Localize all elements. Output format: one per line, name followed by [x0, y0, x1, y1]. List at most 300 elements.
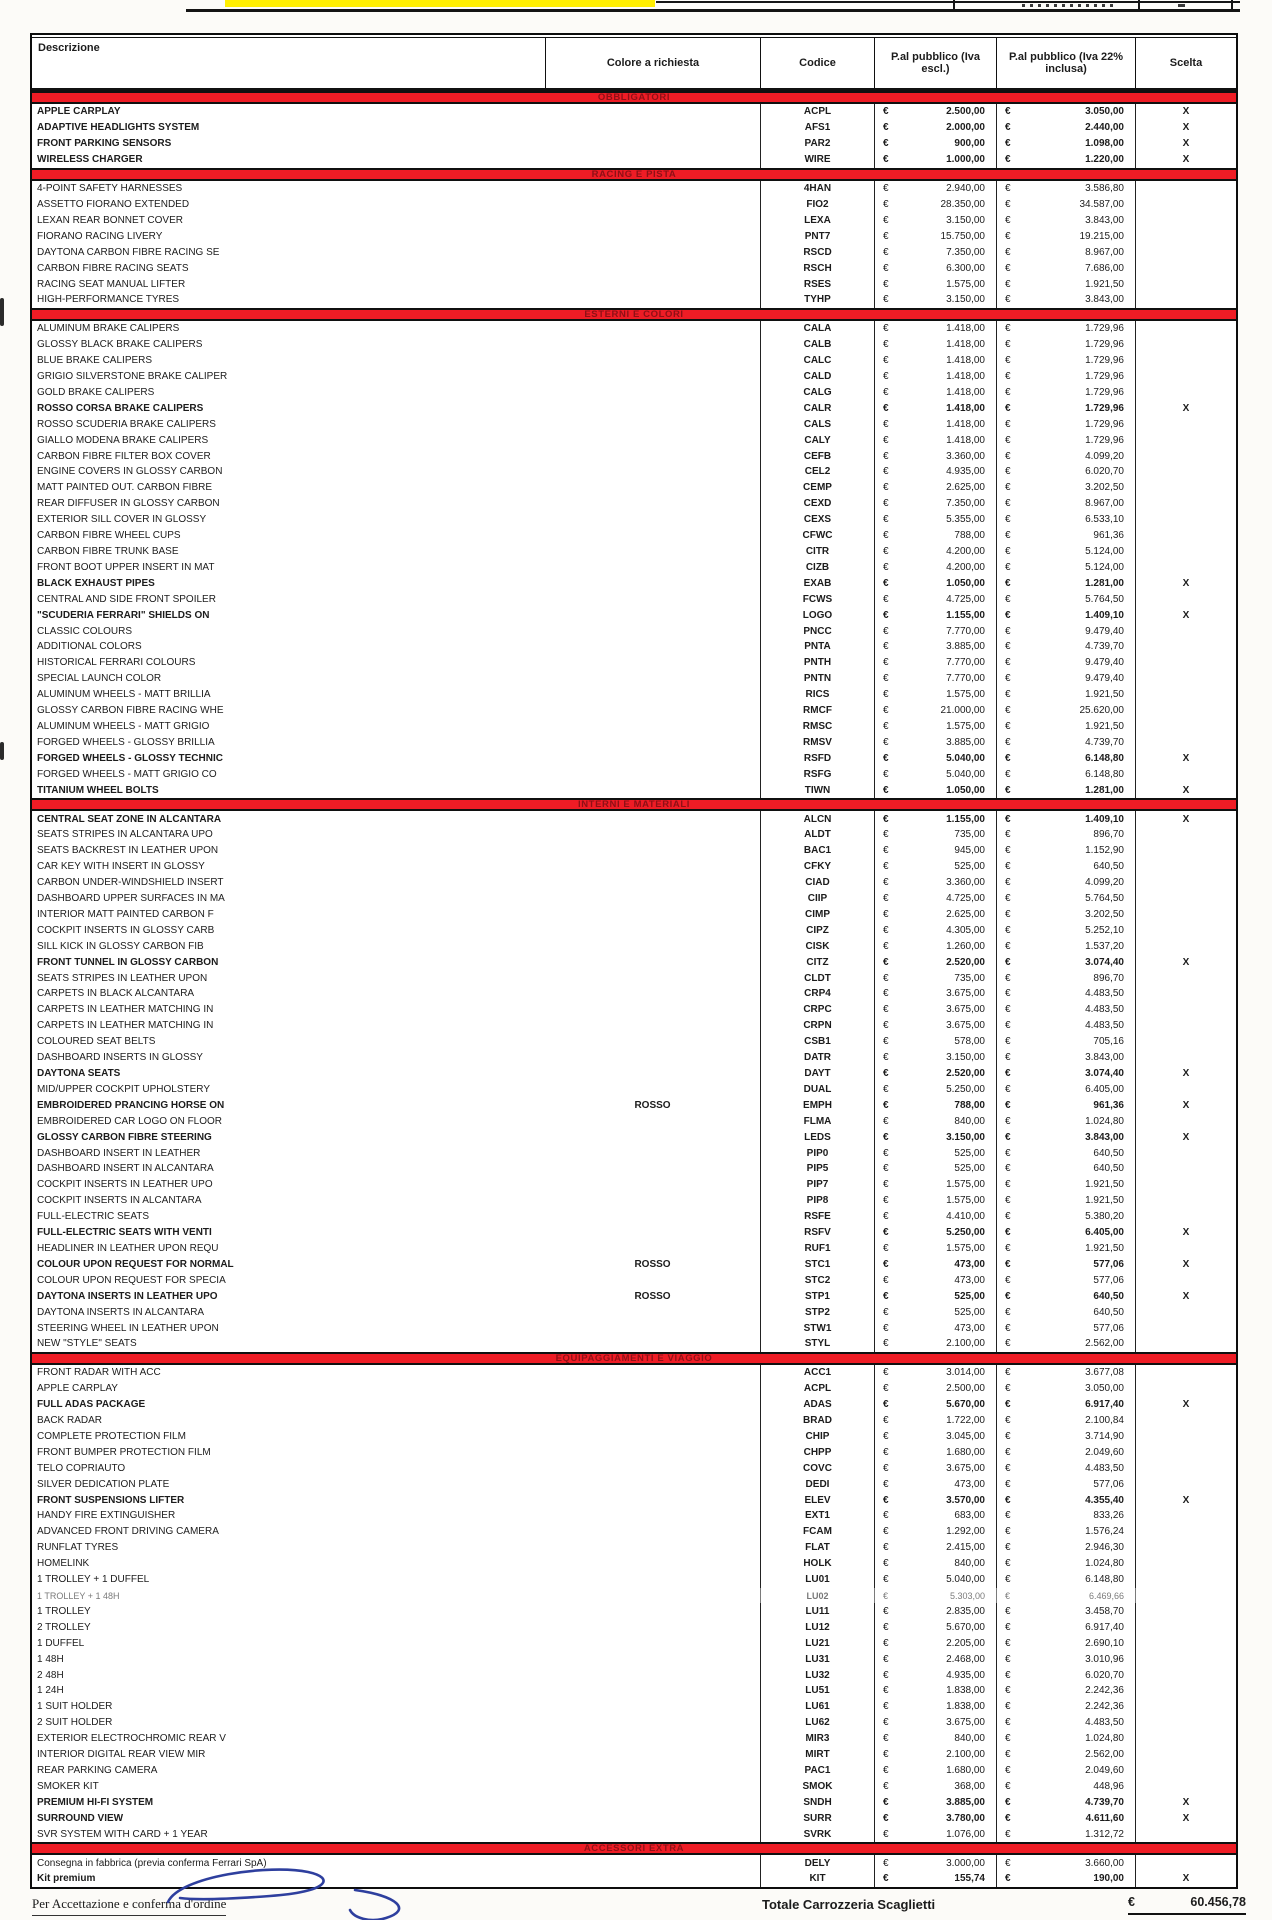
price-incl-value: 640,50	[1093, 1306, 1124, 1318]
option-row	[32, 750, 1236, 766]
price-excl-value: 473,00	[954, 1274, 985, 1286]
price-excl-value: 4.305,00	[946, 924, 985, 936]
option-color	[545, 353, 760, 369]
price-excl-value: 3.675,00	[946, 1004, 985, 1016]
option-description: CARBON FIBRE TRUNK BASE	[37, 546, 179, 558]
price-excl-vat	[874, 639, 996, 655]
option-color	[545, 244, 760, 260]
choice-mark	[1135, 480, 1236, 496]
price-excl-value: 1.418,00	[946, 418, 985, 430]
price-excl-value: 578,00	[954, 1036, 985, 1048]
price-excl-vat	[874, 400, 996, 416]
currency-symbol: €	[1005, 1446, 1011, 1458]
price-incl-value: 3.843,00	[1085, 1131, 1124, 1143]
choice-mark	[1135, 1444, 1236, 1460]
option-code: RMCF	[760, 703, 874, 719]
price-incl-value: 705,16	[1093, 1036, 1124, 1048]
price-incl-vat	[996, 671, 1135, 687]
option-color	[545, 1699, 760, 1715]
price-excl-vat	[874, 1651, 996, 1667]
price-incl-value: 2.946,30	[1085, 1542, 1124, 1554]
price-incl-value: 1.024,80	[1085, 1115, 1124, 1127]
currency-symbol: €	[883, 402, 889, 414]
option-description: 1 TROLLEY + 1 48H	[37, 1590, 120, 1601]
option-description: HOMELINK	[37, 1558, 90, 1570]
price-incl-vat	[996, 1667, 1135, 1683]
currency-symbol: €	[883, 1399, 889, 1411]
price-excl-value: 1.292,00	[946, 1526, 985, 1538]
currency-symbol: €	[1005, 956, 1011, 968]
option-description: FRONT BOOT UPPER INSERT IN MAT	[37, 561, 215, 573]
choice-mark	[1135, 1002, 1236, 1018]
choice-mark: X	[1135, 607, 1236, 623]
currency-symbol: €	[883, 1685, 889, 1697]
choice-mark	[1135, 766, 1236, 782]
currency-symbol: €	[1005, 294, 1011, 306]
price-excl-value: 3.675,00	[946, 1462, 985, 1474]
currency-symbol: €	[883, 1669, 889, 1681]
option-description: 1 48H	[37, 1653, 64, 1665]
price-incl-value: 6.405,00	[1085, 1227, 1124, 1239]
price-excl-value: 2.520,00	[946, 1068, 985, 1080]
option-row	[32, 181, 1236, 197]
option-row	[32, 1241, 1236, 1257]
option-row	[32, 544, 1236, 560]
currency-symbol: €	[883, 829, 889, 841]
currency-symbol: €	[1005, 784, 1011, 796]
choice-mark	[1135, 369, 1236, 385]
price-excl-vat	[874, 607, 996, 623]
option-row	[32, 1097, 1236, 1113]
currency-symbol: €	[883, 1796, 889, 1808]
price-incl-vat	[996, 591, 1135, 607]
price-incl-value: 6.148,80	[1085, 752, 1124, 764]
price-incl-value: 1.921,50	[1085, 1195, 1124, 1207]
choice-mark	[1135, 559, 1236, 575]
currency-symbol: €	[1005, 514, 1011, 526]
price-excl-vat	[874, 1288, 996, 1304]
option-row	[32, 1588, 1236, 1604]
option-description: REAR DIFFUSER IN GLOSSY CARBON	[37, 498, 220, 510]
option-description: FULL-ELECTRIC SEATS	[37, 1211, 150, 1223]
option-color	[545, 1855, 760, 1871]
price-excl-vat	[874, 922, 996, 938]
currency-symbol: €	[883, 214, 889, 226]
option-row	[32, 1715, 1236, 1731]
currency-symbol: €	[1005, 577, 1011, 589]
currency-symbol: €	[1005, 1828, 1011, 1840]
price-excl-vat	[874, 512, 996, 528]
currency-symbol: €	[883, 246, 889, 258]
price-incl-vat	[996, 575, 1135, 591]
currency-symbol: €	[883, 988, 889, 1000]
option-row	[32, 1365, 1236, 1381]
currency-symbol: €	[883, 1558, 889, 1570]
price-incl-value: 3.202,50	[1085, 908, 1124, 920]
price-excl-vat	[874, 891, 996, 907]
choice-mark	[1135, 197, 1236, 213]
currency-symbol: €	[883, 1430, 889, 1442]
currency-symbol: €	[1005, 386, 1011, 398]
currency-symbol: €	[883, 1701, 889, 1713]
option-code: CLDT	[760, 970, 874, 986]
price-incl-vat	[996, 212, 1135, 228]
option-description: COCKPIT INSERTS IN ALCANTARA	[37, 1195, 202, 1207]
option-description: SPECIAL LAUNCH COLOR	[37, 673, 162, 685]
option-description: SILVER DEDICATION PLATE	[37, 1478, 170, 1490]
price-incl-vat	[996, 1429, 1135, 1445]
currency-symbol: €	[883, 1099, 889, 1111]
option-row	[32, 655, 1236, 671]
column-header-colore-a-richiesta: Colore a richiesta	[545, 38, 760, 88]
price-excl-vat	[874, 448, 996, 464]
price-excl-vat	[874, 766, 996, 782]
price-excl-value: 735,00	[954, 829, 985, 841]
currency-symbol: €	[883, 1653, 889, 1665]
option-description: ALUMINUM WHEELS - MATT GRIGIO	[37, 720, 210, 732]
option-description: ASSETTO FIORANO EXTENDED	[37, 198, 190, 210]
currency-symbol: €	[883, 1115, 889, 1127]
price-excl-value: 4.200,00	[946, 561, 985, 573]
option-description: FRONT SUSPENSIONS LIFTER	[37, 1494, 185, 1506]
price-incl-vat	[996, 954, 1135, 970]
currency-symbol: €	[1005, 323, 1011, 335]
price-excl-vat	[874, 1871, 996, 1887]
currency-symbol: €	[883, 689, 889, 701]
choice-mark: X	[1135, 1129, 1236, 1145]
choice-mark	[1135, 1050, 1236, 1066]
option-color	[545, 1381, 760, 1397]
option-code: CISK	[760, 938, 874, 954]
price-excl-vat	[874, 1097, 996, 1113]
currency-symbol: €	[1005, 1004, 1011, 1016]
option-row	[32, 875, 1236, 891]
currency-symbol: €	[883, 1211, 889, 1223]
total-label: Totale Carrozzeria Scaglietti	[762, 1897, 936, 1912]
currency-symbol: €	[1005, 1873, 1011, 1885]
price-incl-value: 2.242,36	[1085, 1701, 1124, 1713]
currency-symbol: €	[1005, 736, 1011, 748]
option-description: COCKPIT INSERTS IN LEATHER UPO	[37, 1179, 213, 1191]
price-incl-vat	[996, 1572, 1135, 1588]
price-excl-value: 3.150,00	[946, 1131, 985, 1143]
price-incl-value: 2.100,84	[1085, 1415, 1124, 1427]
currency-symbol: €	[883, 1637, 889, 1649]
option-color	[545, 970, 760, 986]
option-row	[32, 811, 1236, 827]
choice-mark: X	[1135, 1871, 1236, 1887]
option-row	[32, 276, 1236, 292]
option-description: APPLE CARPLAY	[37, 1383, 118, 1395]
price-incl-vat	[996, 907, 1135, 923]
option-description: PREMIUM HI-FI SYSTEM	[37, 1796, 154, 1808]
price-incl-vat	[996, 970, 1135, 986]
price-excl-vat	[874, 859, 996, 875]
price-incl-value: 6.020,70	[1085, 1669, 1124, 1681]
choice-mark: X	[1135, 811, 1236, 827]
option-description: FORGED WHEELS - GLOSSY BRILLIA	[37, 736, 215, 748]
price-incl-vat	[996, 1524, 1135, 1540]
choice-mark	[1135, 623, 1236, 639]
option-description: ADAPTIVE HEADLIGHTS SYSTEM	[37, 122, 200, 134]
option-code: RMSV	[760, 734, 874, 750]
option-color	[545, 337, 760, 353]
option-row	[32, 1540, 1236, 1556]
currency-symbol: €	[1005, 1099, 1011, 1111]
option-description: ALUMINUM BRAKE CALIPERS	[37, 323, 180, 335]
option-code: PNTN	[760, 671, 874, 687]
previous-table-remnant-text-fragment	[1022, 4, 1114, 7]
price-incl-vat	[996, 1413, 1135, 1429]
price-excl-value: 5.670,00	[946, 1621, 985, 1633]
currency-symbol: €	[883, 1733, 889, 1745]
price-excl-vat	[874, 782, 996, 798]
currency-symbol: €	[1005, 829, 1011, 841]
option-code: CEL2	[760, 464, 874, 480]
price-incl-vat	[996, 1145, 1135, 1161]
currency-symbol: €	[1005, 1195, 1011, 1207]
price-excl-value: 683,00	[954, 1510, 985, 1522]
price-excl-value: 3.780,00	[946, 1812, 985, 1824]
price-incl-value: 4.739,70	[1085, 641, 1124, 653]
price-excl-vat	[874, 385, 996, 401]
option-color	[545, 197, 760, 213]
choice-mark	[1135, 432, 1236, 448]
option-code: PNT7	[760, 228, 874, 244]
currency-symbol: €	[883, 861, 889, 873]
choice-mark: X	[1135, 104, 1236, 120]
option-description: RACING SEAT MANUAL LIFTER	[37, 278, 186, 290]
currency-symbol: €	[883, 1717, 889, 1729]
choice-mark: X	[1135, 1256, 1236, 1272]
price-excl-vat	[874, 1635, 996, 1651]
price-excl-vat	[874, 292, 996, 308]
price-incl-value: 4.099,20	[1085, 877, 1124, 889]
price-excl-value: 1.000,00	[946, 154, 985, 166]
option-description: MID/UPPER COCKPIT UPHOLSTERY	[37, 1083, 210, 1095]
option-description: FRONT BUMPER PROTECTION FILM	[37, 1446, 211, 1458]
currency-symbol: €	[883, 1179, 889, 1191]
option-code: RSES	[760, 276, 874, 292]
option-color	[545, 1209, 760, 1225]
option-code: LU02	[760, 1588, 874, 1604]
option-color	[545, 181, 760, 197]
price-incl-vat	[996, 1731, 1135, 1747]
option-description: DAYTONA CARBON FIBRE RACING SE	[37, 246, 220, 258]
choice-mark	[1135, 1413, 1236, 1429]
currency-symbol: €	[1005, 845, 1011, 857]
option-row	[32, 448, 1236, 464]
choice-mark	[1135, 464, 1236, 480]
currency-symbol: €	[1005, 972, 1011, 984]
option-description: CENTRAL SEAT ZONE IN ALCANTARA	[37, 813, 222, 825]
price-incl-vat	[996, 1113, 1135, 1129]
option-description: DASHBOARD UPPER SURFACES IN MA	[37, 893, 225, 905]
currency-symbol: €	[1005, 593, 1011, 605]
price-excl-vat	[874, 1304, 996, 1320]
option-code: CHPP	[760, 1444, 874, 1460]
price-incl-vat	[996, 1588, 1135, 1604]
price-incl-value: 1.537,20	[1085, 940, 1124, 952]
currency-symbol: €	[1005, 122, 1011, 134]
option-code: LU12	[760, 1619, 874, 1635]
price-excl-vat	[874, 1460, 996, 1476]
choice-mark: X	[1135, 782, 1236, 798]
option-code: DELY	[760, 1855, 874, 1871]
price-excl-value: 4.725,00	[946, 893, 985, 905]
choice-mark	[1135, 1667, 1236, 1683]
price-excl-vat	[874, 1129, 996, 1145]
option-code: CRP4	[760, 986, 874, 1002]
option-description: CARBON FIBRE RACING SEATS	[37, 262, 189, 274]
price-excl-value: 1.680,00	[946, 1764, 985, 1776]
price-incl-value: 4.483,50	[1085, 988, 1124, 1000]
choice-mark	[1135, 907, 1236, 923]
price-incl-vat	[996, 1763, 1135, 1779]
currency-symbol: €	[1005, 1036, 1011, 1048]
currency-symbol: €	[1005, 1717, 1011, 1729]
option-code: FCAM	[760, 1524, 874, 1540]
acceptance-label: Per Accettazione e conferma d'ordine	[32, 1896, 226, 1916]
column-header-prezzo-iva-inclusa: P.al pubblico (Iva 22% inclusa)	[996, 38, 1135, 88]
option-color	[545, 1651, 760, 1667]
option-row	[32, 1413, 1236, 1429]
option-row	[32, 734, 1236, 750]
price-excl-vat	[874, 811, 996, 827]
price-incl-vat	[996, 1097, 1135, 1113]
price-excl-vat	[874, 907, 996, 923]
price-incl-value: 577,06	[1093, 1478, 1124, 1490]
option-code: STW1	[760, 1320, 874, 1336]
currency-symbol: €	[1005, 1322, 1011, 1334]
price-excl-vat	[874, 719, 996, 735]
option-description: GRIGIO SILVERSTONE BRAKE CALIPER	[37, 371, 228, 383]
price-incl-value: 1.921,50	[1085, 720, 1124, 732]
choice-mark	[1135, 1699, 1236, 1715]
option-color	[545, 1492, 760, 1508]
option-description: 1 TROLLEY	[37, 1605, 91, 1617]
currency-symbol: €	[1005, 673, 1011, 685]
price-incl-vat	[996, 1747, 1135, 1763]
currency-symbol: €	[1005, 1621, 1011, 1633]
option-code: RSFG	[760, 766, 874, 782]
currency-symbol: €	[883, 1828, 889, 1840]
choice-mark	[1135, 1145, 1236, 1161]
option-color	[545, 292, 760, 308]
option-color	[545, 321, 760, 337]
option-color	[545, 655, 760, 671]
currency-symbol: €	[1005, 1653, 1011, 1665]
option-color	[545, 480, 760, 496]
currency-symbol: €	[1005, 1764, 1011, 1776]
price-excl-vat	[874, 1113, 996, 1129]
price-excl-value: 28.350,00	[940, 198, 985, 210]
choice-mark	[1135, 416, 1236, 432]
currency-symbol: €	[883, 1415, 889, 1427]
option-row	[32, 766, 1236, 782]
price-incl-vat	[996, 432, 1135, 448]
currency-symbol: €	[1005, 1749, 1011, 1761]
currency-symbol: €	[883, 1322, 889, 1334]
price-incl-vat	[996, 1683, 1135, 1699]
price-incl-vat	[996, 1715, 1135, 1731]
price-excl-value: 2.100,00	[946, 1749, 985, 1761]
price-excl-vat	[874, 750, 996, 766]
total-currency-symbol: €	[1128, 1895, 1135, 1909]
price-incl-value: 6.405,00	[1085, 1083, 1124, 1095]
price-incl-value: 1.220,00	[1085, 154, 1124, 166]
choice-mark	[1135, 1715, 1236, 1731]
option-color	[545, 1476, 760, 1492]
currency-symbol: €	[883, 1590, 889, 1601]
option-description: APPLE CARPLAY	[37, 106, 121, 118]
option-color	[545, 276, 760, 292]
price-excl-vat	[874, 1336, 996, 1352]
option-row	[32, 843, 1236, 859]
price-incl-vat	[996, 1241, 1135, 1257]
price-excl-vat	[874, 1747, 996, 1763]
choice-mark	[1135, 970, 1236, 986]
price-excl-vat	[874, 104, 996, 120]
option-description: REAR PARKING CAMERA	[37, 1764, 158, 1776]
option-description: COMPLETE PROTECTION FILM	[37, 1430, 186, 1442]
option-code: CSB1	[760, 1034, 874, 1050]
option-description: EMBROIDERED CAR LOGO ON FLOOR	[37, 1115, 223, 1127]
option-code: DAYT	[760, 1066, 874, 1082]
price-incl-vat	[996, 811, 1135, 827]
price-excl-value: 7.770,00	[946, 673, 985, 685]
option-row	[32, 244, 1236, 260]
price-excl-vat	[874, 1667, 996, 1683]
currency-symbol: €	[1005, 262, 1011, 274]
choice-mark: X	[1135, 1066, 1236, 1082]
option-code: ELEV	[760, 1492, 874, 1508]
option-row	[32, 1320, 1236, 1336]
price-excl-value: 3.360,00	[946, 877, 985, 889]
currency-symbol: €	[883, 1131, 889, 1143]
option-row	[32, 292, 1236, 308]
option-row	[32, 1161, 1236, 1177]
option-description: GLOSSY CARBON FIBRE RACING WHE	[37, 705, 224, 717]
option-description: 4-POINT SAFETY HARNESSES	[37, 183, 183, 195]
price-excl-value: 1.838,00	[946, 1685, 985, 1697]
price-incl-value: 3.074,40	[1085, 1068, 1124, 1080]
price-incl-value: 4.739,70	[1085, 1796, 1124, 1808]
price-excl-vat	[874, 1034, 996, 1050]
option-row	[32, 1113, 1236, 1129]
price-excl-vat	[874, 1145, 996, 1161]
option-row	[32, 1778, 1236, 1794]
price-incl-vat	[996, 859, 1135, 875]
price-incl-vat	[996, 827, 1135, 843]
price-incl-value: 3.843,00	[1085, 294, 1124, 306]
option-color	[545, 1794, 760, 1810]
currency-symbol: €	[1005, 1163, 1011, 1175]
currency-symbol: €	[1005, 106, 1011, 118]
column-header-prezzo-iva-esclusa: P.al pubblico (Iva escl.)	[874, 38, 996, 88]
option-color	[545, 875, 760, 891]
option-row	[32, 416, 1236, 432]
option-code: EXT1	[760, 1508, 874, 1524]
option-color	[545, 1619, 760, 1635]
price-excl-vat	[874, 734, 996, 750]
currency-symbol: €	[1005, 1857, 1011, 1869]
option-color	[545, 954, 760, 970]
currency-symbol: €	[883, 845, 889, 857]
option-description: DAYTONA SEATS	[37, 1068, 121, 1080]
price-excl-value: 5.250,00	[946, 1083, 985, 1095]
previous-table-remnant-border	[953, 0, 955, 9]
